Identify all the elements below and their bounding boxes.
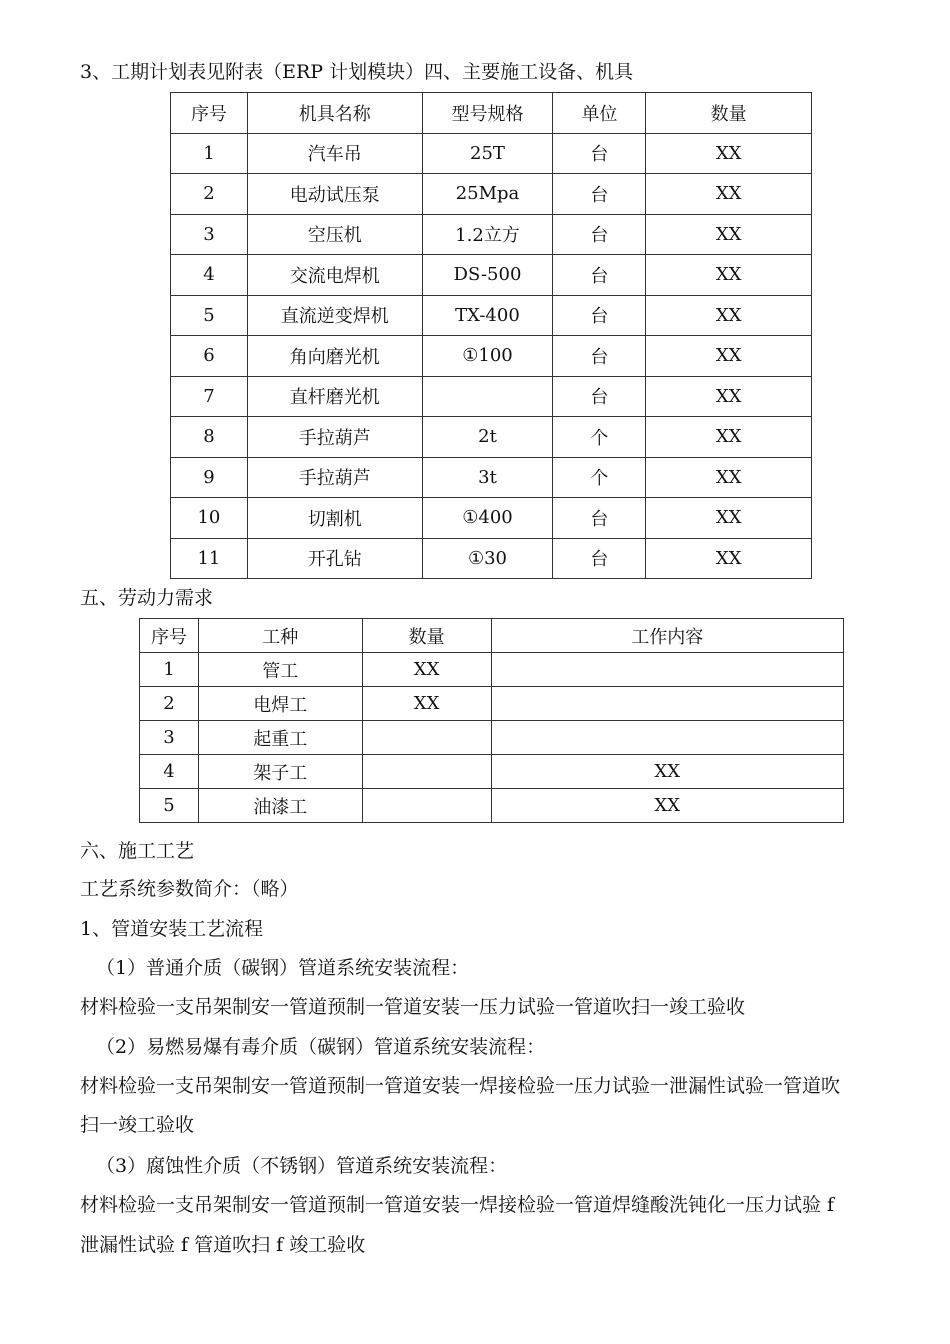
table-cell: 5 bbox=[171, 295, 248, 336]
table-cell: 1.2立方 bbox=[422, 214, 553, 255]
table-cell: XX bbox=[362, 687, 491, 721]
table-row bbox=[171, 174, 812, 215]
table-cell: 3 bbox=[171, 214, 248, 255]
table-cell bbox=[362, 755, 491, 789]
column-header: 工作内容 bbox=[491, 619, 844, 653]
table-cell: 4 bbox=[140, 755, 199, 789]
equipment-body bbox=[171, 133, 812, 579]
flow3-body-line2: 泄漏性试验 f 管道吹扫 f 竣工验收 bbox=[80, 1234, 366, 1256]
table-cell: 25T bbox=[422, 133, 553, 174]
table-row bbox=[171, 133, 812, 174]
table-cell: XX bbox=[491, 755, 844, 789]
table-cell: 台 bbox=[553, 295, 646, 336]
table-row bbox=[140, 755, 844, 789]
table-row bbox=[171, 376, 812, 417]
table-cell: XX bbox=[491, 789, 844, 823]
table-cell: 台 bbox=[553, 133, 646, 174]
process-intro: 工艺系统参数简介：（略） bbox=[80, 878, 299, 900]
table-cell: XX bbox=[646, 295, 812, 336]
table-row bbox=[140, 721, 844, 755]
table-cell: 电焊工 bbox=[198, 687, 362, 721]
table-cell: ①30 bbox=[422, 538, 553, 579]
table-cell: XX bbox=[646, 174, 812, 215]
table-cell: XX bbox=[646, 417, 812, 458]
table-row bbox=[171, 457, 812, 498]
table-cell: 电动试压泵 bbox=[247, 174, 422, 215]
table-cell: 切割机 bbox=[247, 498, 422, 539]
labor-body bbox=[140, 653, 844, 823]
labor-table bbox=[139, 618, 844, 823]
table-cell: XX bbox=[646, 336, 812, 377]
table-cell: 4 bbox=[171, 255, 248, 296]
table-cell: 个 bbox=[553, 457, 646, 498]
table-row bbox=[171, 498, 812, 539]
flow1-body: 材料检验一支吊架制安一管道预制一管道安装一压力试验一管道吹扫一竣工验收 bbox=[80, 996, 746, 1018]
table-cell: 9 bbox=[171, 457, 248, 498]
equipment-table bbox=[170, 92, 812, 579]
table-cell: XX bbox=[646, 214, 812, 255]
labor-heading: 五、劳动力需求 bbox=[80, 587, 214, 609]
table-row bbox=[171, 295, 812, 336]
table-cell: 交流电焊机 bbox=[247, 255, 422, 296]
column-header: 机具名称 bbox=[247, 93, 422, 134]
table-cell: 台 bbox=[553, 538, 646, 579]
table-row bbox=[171, 255, 812, 296]
table-cell: 角向磨光机 bbox=[247, 336, 422, 377]
column-header: 序号 bbox=[140, 619, 199, 653]
flow2-body-line1: 材料检验一支吊架制安一管道预制一管道安装一焊接检验一压力试验一泄漏性试验一管道吹 bbox=[80, 1075, 841, 1097]
table-cell: 25Mpa bbox=[422, 174, 553, 215]
pipe-flow-heading: 1、管道安装工艺流程 bbox=[80, 918, 264, 940]
column-header: 型号规格 bbox=[422, 93, 553, 134]
table-cell: 手拉葫芦 bbox=[247, 457, 422, 498]
table-row bbox=[140, 789, 844, 823]
table-cell: XX bbox=[646, 376, 812, 417]
table-cell: 2t bbox=[422, 417, 553, 458]
labor-header-row bbox=[140, 619, 844, 653]
table-cell: XX bbox=[646, 538, 812, 579]
table-cell: 5 bbox=[140, 789, 199, 823]
table-cell: XX bbox=[646, 498, 812, 539]
table-cell: ①400 bbox=[422, 498, 553, 539]
table-cell: 11 bbox=[171, 538, 248, 579]
column-header: 单位 bbox=[553, 93, 646, 134]
table-row bbox=[171, 214, 812, 255]
table-cell: 开孔钻 bbox=[247, 538, 422, 579]
table-cell: 油漆工 bbox=[198, 789, 362, 823]
table-cell: XX bbox=[362, 653, 491, 687]
equipment-header-row bbox=[171, 93, 812, 134]
flow2-body-line2: 扫一竣工验收 bbox=[80, 1114, 195, 1136]
table-cell bbox=[491, 721, 844, 755]
table-cell: DS-500 bbox=[422, 255, 553, 296]
table-cell: 台 bbox=[553, 255, 646, 296]
table-cell bbox=[491, 687, 844, 721]
table-cell: 架子工 bbox=[198, 755, 362, 789]
column-header: 数量 bbox=[362, 619, 491, 653]
column-header: 数量 bbox=[646, 93, 812, 134]
table-cell: 起重工 bbox=[198, 721, 362, 755]
table-cell: 1 bbox=[140, 653, 199, 687]
table-cell: 10 bbox=[171, 498, 248, 539]
table-row bbox=[140, 653, 844, 687]
table-cell: 3 bbox=[140, 721, 199, 755]
table-cell: 手拉葫芦 bbox=[247, 417, 422, 458]
table-cell: 2 bbox=[171, 174, 248, 215]
table-cell: 7 bbox=[171, 376, 248, 417]
table-cell: 空压机 bbox=[247, 214, 422, 255]
table-cell: TX-400 bbox=[422, 295, 553, 336]
schedule-heading: 3、工期计划表见附表（ERP 计划模块）四、主要施工设备、机具 bbox=[80, 61, 634, 83]
table-row bbox=[171, 336, 812, 377]
table-cell: 直流逆变焊机 bbox=[247, 295, 422, 336]
table-cell bbox=[362, 721, 491, 755]
column-header: 序号 bbox=[171, 93, 248, 134]
table-row bbox=[140, 687, 844, 721]
table-cell: XX bbox=[646, 133, 812, 174]
table-cell: 台 bbox=[553, 214, 646, 255]
flow3-title: （3）腐蚀性介质（不锈钢）管道系统安装流程： bbox=[96, 1155, 508, 1177]
table-cell bbox=[491, 653, 844, 687]
table-cell: 直杆磨光机 bbox=[247, 376, 422, 417]
table-cell: ①100 bbox=[422, 336, 553, 377]
table-cell: 台 bbox=[553, 336, 646, 377]
table-row bbox=[171, 538, 812, 579]
table-row bbox=[171, 417, 812, 458]
flow2-title: （2）易燃易爆有毒介质（碳钢）管道系统安装流程： bbox=[96, 1036, 546, 1058]
table-cell: XX bbox=[646, 457, 812, 498]
process-heading: 六、施工工艺 bbox=[80, 840, 195, 862]
table-cell: 个 bbox=[553, 417, 646, 458]
table-cell bbox=[362, 789, 491, 823]
table-cell: 台 bbox=[553, 376, 646, 417]
column-header: 工种 bbox=[198, 619, 362, 653]
table-cell: 8 bbox=[171, 417, 248, 458]
table-cell: 6 bbox=[171, 336, 248, 377]
table-cell: 1 bbox=[171, 133, 248, 174]
table-cell: 管工 bbox=[198, 653, 362, 687]
flow1-title: （1）普通介质（碳钢）管道系统安装流程： bbox=[96, 957, 470, 979]
table-cell: 台 bbox=[553, 174, 646, 215]
table-cell: 3t bbox=[422, 457, 553, 498]
table-cell: 台 bbox=[553, 498, 646, 539]
table-cell: 汽车吊 bbox=[247, 133, 422, 174]
table-cell: 2 bbox=[140, 687, 199, 721]
flow3-body-line1: 材料检验一支吊架制安一管道预制一管道安装一焊接检验一管道焊缝酸洗钝化一压力试验 f bbox=[80, 1194, 835, 1216]
table-cell: XX bbox=[646, 255, 812, 296]
table-cell bbox=[422, 376, 553, 417]
